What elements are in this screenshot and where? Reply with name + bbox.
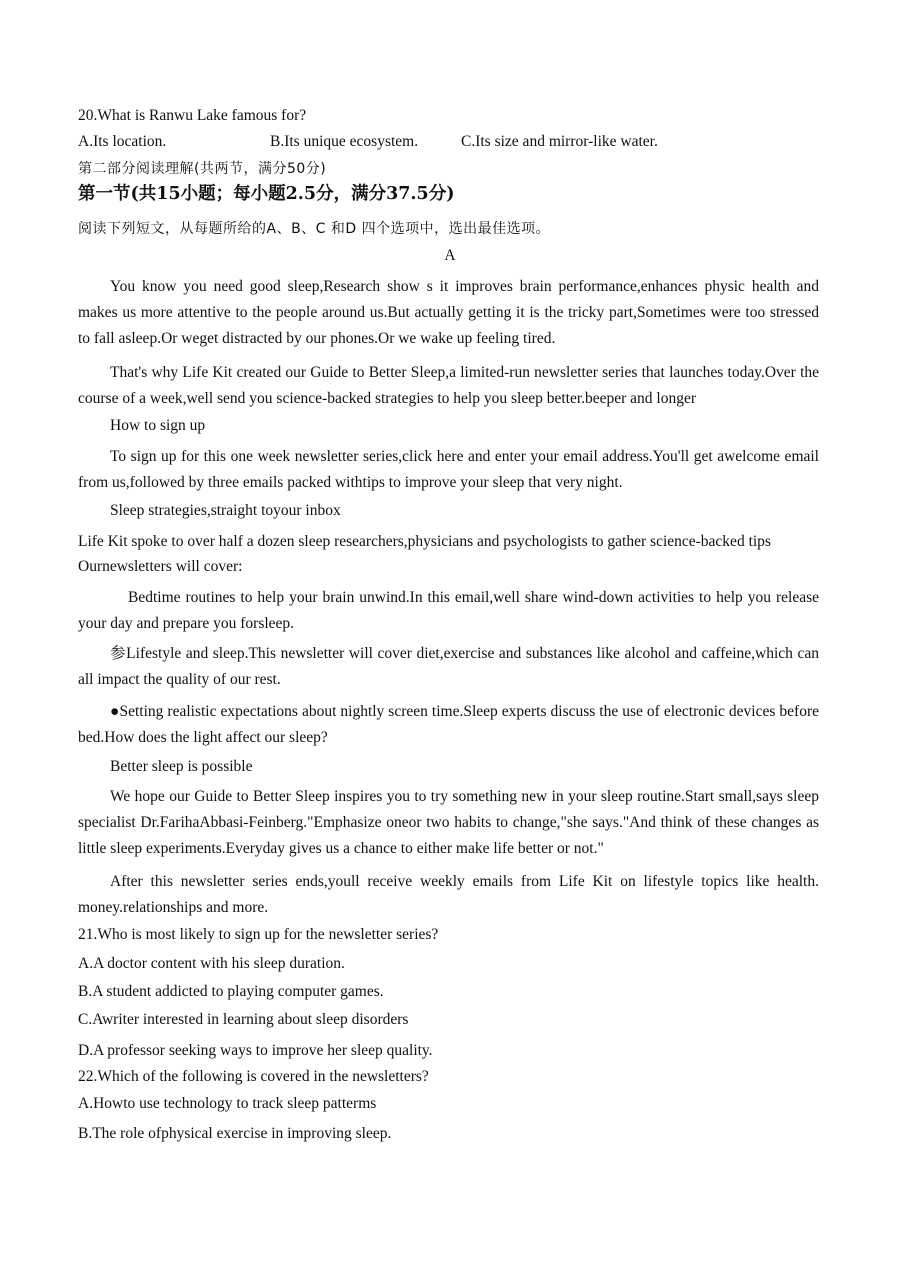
option-22b: B.The role ofphysical exercise in improving sleep.	[78, 1125, 392, 1142]
heading-strategies: Sleep strategies,straight toyour inbox	[110, 502, 341, 519]
option-20c: C.Its size and mirror-like water.	[461, 133, 658, 150]
option-20b: B.Its unique ecosystem.	[270, 133, 419, 150]
paragraph-4-line-1: Life Kit spoke to over half a dozen sleep researchers,physicians and psychologists to gather science-backed tips	[78, 533, 771, 550]
paragraph-4-line-2: Ournewsletters will cover:	[78, 558, 243, 575]
option-21b: B.A student addicted to playing computer games.	[78, 983, 384, 1000]
instruction: 阅读下列短文，从每题所给的A、B、C 和D 四个选项中，选出最佳选项。	[78, 221, 551, 237]
section-title: 第一节(共15小题；每小题2.5分，满分37.5分)	[78, 184, 455, 204]
option-21c: C.Awriter interested in learning about sleep disorders	[78, 1011, 409, 1028]
part-title: 第二部分阅读理解(共两节，满分50分)	[78, 161, 327, 177]
paragraph-3: To sign up for this one week newsletter series,click here and enter your email address.You'll get awelcome email from us,followed by three emails packed withtips to improve your sleep that very night.	[78, 448, 819, 491]
option-20a: A.Its location.	[78, 133, 167, 150]
heading-sign-up: How to sign up	[110, 417, 206, 434]
paragraph-1: You know you need good sleep,Research show s it improves brain performance,enhances physic health and makes us more attentive to the people around us.But actually getting it is the tricky part,Sometimes were too stressed to fall asleep.Or weget distracted by our phones.Or we wake up feeling tired.	[78, 278, 819, 347]
paragraph-8: We hope our Guide to Better Sleep inspires you to try something new in your sleep routine.Start small,says sleep specialist Dr.FarihaAbbasi-Feinberg."Emphasize oneor two habits to change,"she says."And think of these changes as little sleep experiments.Everyday gives us a chance to either make life better or not."	[78, 788, 819, 857]
question-21: 21.Who is most likely to sign up for the newsletter series?	[78, 926, 439, 943]
option-21a: A.A doctor content with his sleep duration.	[78, 955, 345, 972]
option-21d: D.A professor seeking ways to improve her sleep quality.	[78, 1042, 433, 1059]
heading-better-sleep: Better sleep is possible	[110, 758, 253, 775]
paragraph-2: That's why Life Kit created our Guide to Better Sleep,a limited-run newsletter series that launches today.Over the course of a week,well send you science-backed strategies to help you sleep better.beeper and longer	[78, 364, 819, 407]
paragraph-9: After this newsletter series ends,youll receive weekly emails from Life Kit on lifestyle topics like health. money.relationships and more.	[78, 873, 819, 916]
paragraph-6: 参Lifestyle and sleep.This newsletter will cover diet,exercise and substances like alcohol and caffeine,which can all impact the quality of our rest.	[78, 645, 819, 688]
passage-label: A	[444, 247, 456, 264]
paragraph-7: ●Setting realistic expectations about nightly screen time.Sleep experts discuss the use of electronic devices before bed.How does the light affect our sleep?	[78, 703, 819, 746]
question-22: 22.Which of the following is covered in the newsletters?	[78, 1068, 429, 1085]
question-20: 20.What is Ranwu Lake famous for?	[78, 107, 307, 124]
paragraph-5: Bedtime routines to help your brain unwind.In this email,well share wind-down activities to help you release your day and prepare you forsleep.	[78, 589, 819, 632]
option-22a: A.Howto use technology to track sleep patterms	[78, 1095, 377, 1112]
